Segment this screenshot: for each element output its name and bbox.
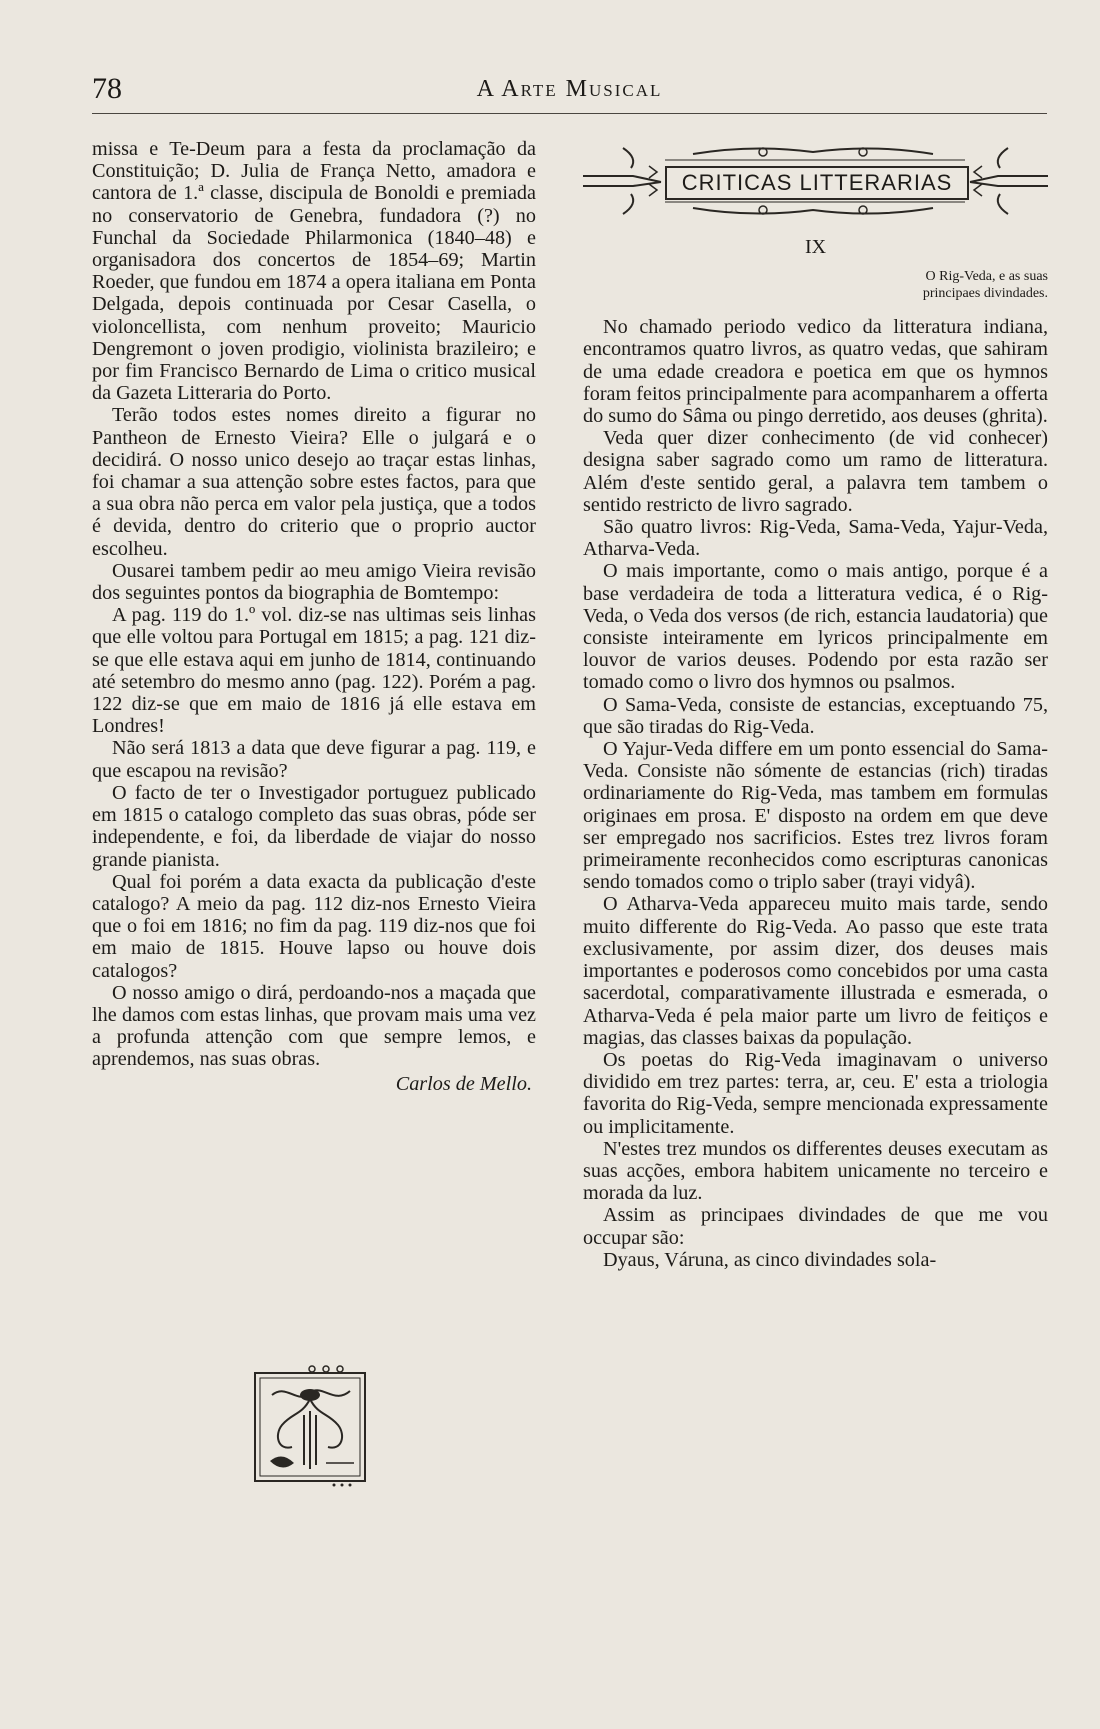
- paragraph: N'estes trez mundos os differentes deuses executam as suas acções, embora habitem unicamente no terceiro e morada da luz.: [583, 1137, 1048, 1205]
- page-header: [92, 72, 1047, 112]
- paragraph: Os poetas do Rig-Veda imaginavam o universo dividido em trez partes: terra, ar, ceu. E' esta a triologia favorita do Rig-Veda, sempre mencionada expressamente ou implicitamente.: [583, 1048, 1048, 1138]
- epigraph-line: principaes divindades.: [922, 286, 1048, 302]
- section-number: IX: [804, 236, 827, 258]
- paragraph: missa e Te-Deum para a festa da proclamação da Constituição; D. Julia de França Netto, amadora e cantora de 1.ª classe, discipula de Bonoldi e premiada no conservatorio de Genebra, fundadora (?) no Funchal da Sociedade Philarmonica (1840–48) e organisadora dos concertos de 1854–69; Martin Roeder, que fundou em 1874 a opera italiana em Ponta Delgada, depois continuada por Cesar Casella, o violoncellista, com nenhum proveito; Mauricio Dengremont o joven prodigio, violinista brazileiro; e por fim Francisco Bernardo de Lima o critico musical da Gazeta Litteraria do Porto.: [92, 138, 536, 405]
- right-column: [583, 138, 1048, 1271]
- running-title: A Arte Musical: [476, 76, 663, 102]
- paragraph: Assim as principaes divindades de que me vou occupar são:: [583, 1204, 1048, 1249]
- author-signature: Carlos de Mello.: [395, 1072, 532, 1095]
- paragraph: Veda quer dizer conhecimento (de vid conhecer) designa saber sagrado como um ramo de litteratura. Além d'este sentido geral, a palavra tem tambem o sentido restricto de livro sagrado.: [583, 427, 1048, 516]
- left-column: [92, 138, 536, 1095]
- page-number: 78: [92, 72, 122, 105]
- paragraph: Ousarei tambem pedir ao meu amigo Vieira revisão dos seguintes pontos da biographia de Bomtempo:: [92, 559, 536, 605]
- epigraph-line: O Rig-Veda, e as suas: [925, 269, 1048, 285]
- epigraph: [583, 268, 1048, 302]
- paragraph: A pag. 119 do 1.º vol. diz-se nas ultimas seis linhas que elle voltou para Portugal em 1815; a pag. 121 diz-se que elle estava aqui em junho de 1814, continuando até setembro do mesmo anno (pag. 122). Porém a pag. 122 diz-se que em maio de 1816 já elle estava em Londres!: [92, 604, 536, 738]
- paragraph: Terão todos estes nomes direito a figurar no Pantheon de Ernesto Vieira? Elle o julgará e o decidirá. O nosso unico desejo ao traçar estas linhas, foi chamar a sua attenção sobre estes factos, para que a sua obra não perca em valor pela justiça, que a todos é devida, dentro do criterio que o proprio auctor escolheu.: [92, 404, 536, 560]
- paragraph: Não será 1813 a data que deve figurar a pag. 119, e que escapou na revisão?: [92, 737, 536, 782]
- paragraph: São quatro livros: Rig-Veda, Sama-Veda, Yajur-Veda, Atharva-Veda.: [583, 516, 1048, 561]
- section-title: CRITICAS LITTERARIAS: [665, 166, 969, 200]
- floral-ornament-icon: [252, 1365, 370, 1489]
- paragraph: Dyaus, Váruna, as cinco divindades sola-: [603, 1248, 937, 1271]
- paragraph: O nosso amigo o dirá, perdoando-nos a maçada que lhe damos com estas linhas, que provam mais uma vez a profunda attenção com que sempre lemos, e aprendemos, nas suas obras.: [92, 981, 536, 1071]
- paragraph: O Atharva-Veda appareceu muito mais tarde, sendo muito differente do Rig-Veda. Ao passo que este trata exclusivamente, por assim dizer, dos deuses mais importantes e poderosos como concebidos por uma casta sacerdotal, comparativamente illustrada e esmerada, o Atharva-Veda é pela maior parte um livro de feitiços e magias, das classes baixas da população.: [583, 893, 1048, 1049]
- paragraph: O Yajur-Veda differe em um ponto essencial do Sama-Veda. Consiste não sómente de estancias (rich) tiradas ordinariamente do Rig-Veda, mas tambem em formulas originaes em prosa. E' disposto na ordem em que deve ser empregado nos sacrificios. Estes trez livros foram primeiramente reconhecidos como escripturas canonicas sendo tomados como o triplo saber (trayi vidyâ).: [583, 738, 1048, 894]
- paragraph: O Sama-Veda, consiste de estancias, exceptuando 75, que são tiradas do Rig-Veda.: [583, 693, 1048, 738]
- paragraph: O mais importante, como o mais antigo, porque é a base verdadeira de toda a litteratura vedica, é o Rig-Veda, o Veda dos versos (de rich, estancia laudatoria) que consiste inteiramente em lyricos principalmente em louvor de varios deuses. Podendo por esta razão ser tomado como o livro dos hymnos ou psalmos.: [583, 560, 1048, 694]
- paragraph: No chamado periodo vedico da litteratura indiana, encontramos quatro livros, as quatro vedas, que sahiram de uma edade creadora e poetica em que os hymnos foram feitos principalmente para acompanharem a offerta do sumo do Sâma ou pingo derretido, aos deuses (ghrita).: [583, 316, 1048, 428]
- paragraph: Qual foi porém a data exacta da publicação d'este catalogo? A meio da pag. 112 diz-nos Ernesto Vieira que o foi em 1816; no fim da pag. 119 diz-nos que foi em maio de 1815. Houve lapso ou houve dois catalogos?: [92, 870, 536, 982]
- header-rule: [92, 113, 1047, 114]
- section-banner: [583, 138, 1048, 224]
- paragraph: O facto de ter o Investigador portuguez publicado em 1815 o catalogo completo das suas obras, póde ser independente, e foi, da liberdade de viajar do nosso grande pianista.: [92, 781, 536, 871]
